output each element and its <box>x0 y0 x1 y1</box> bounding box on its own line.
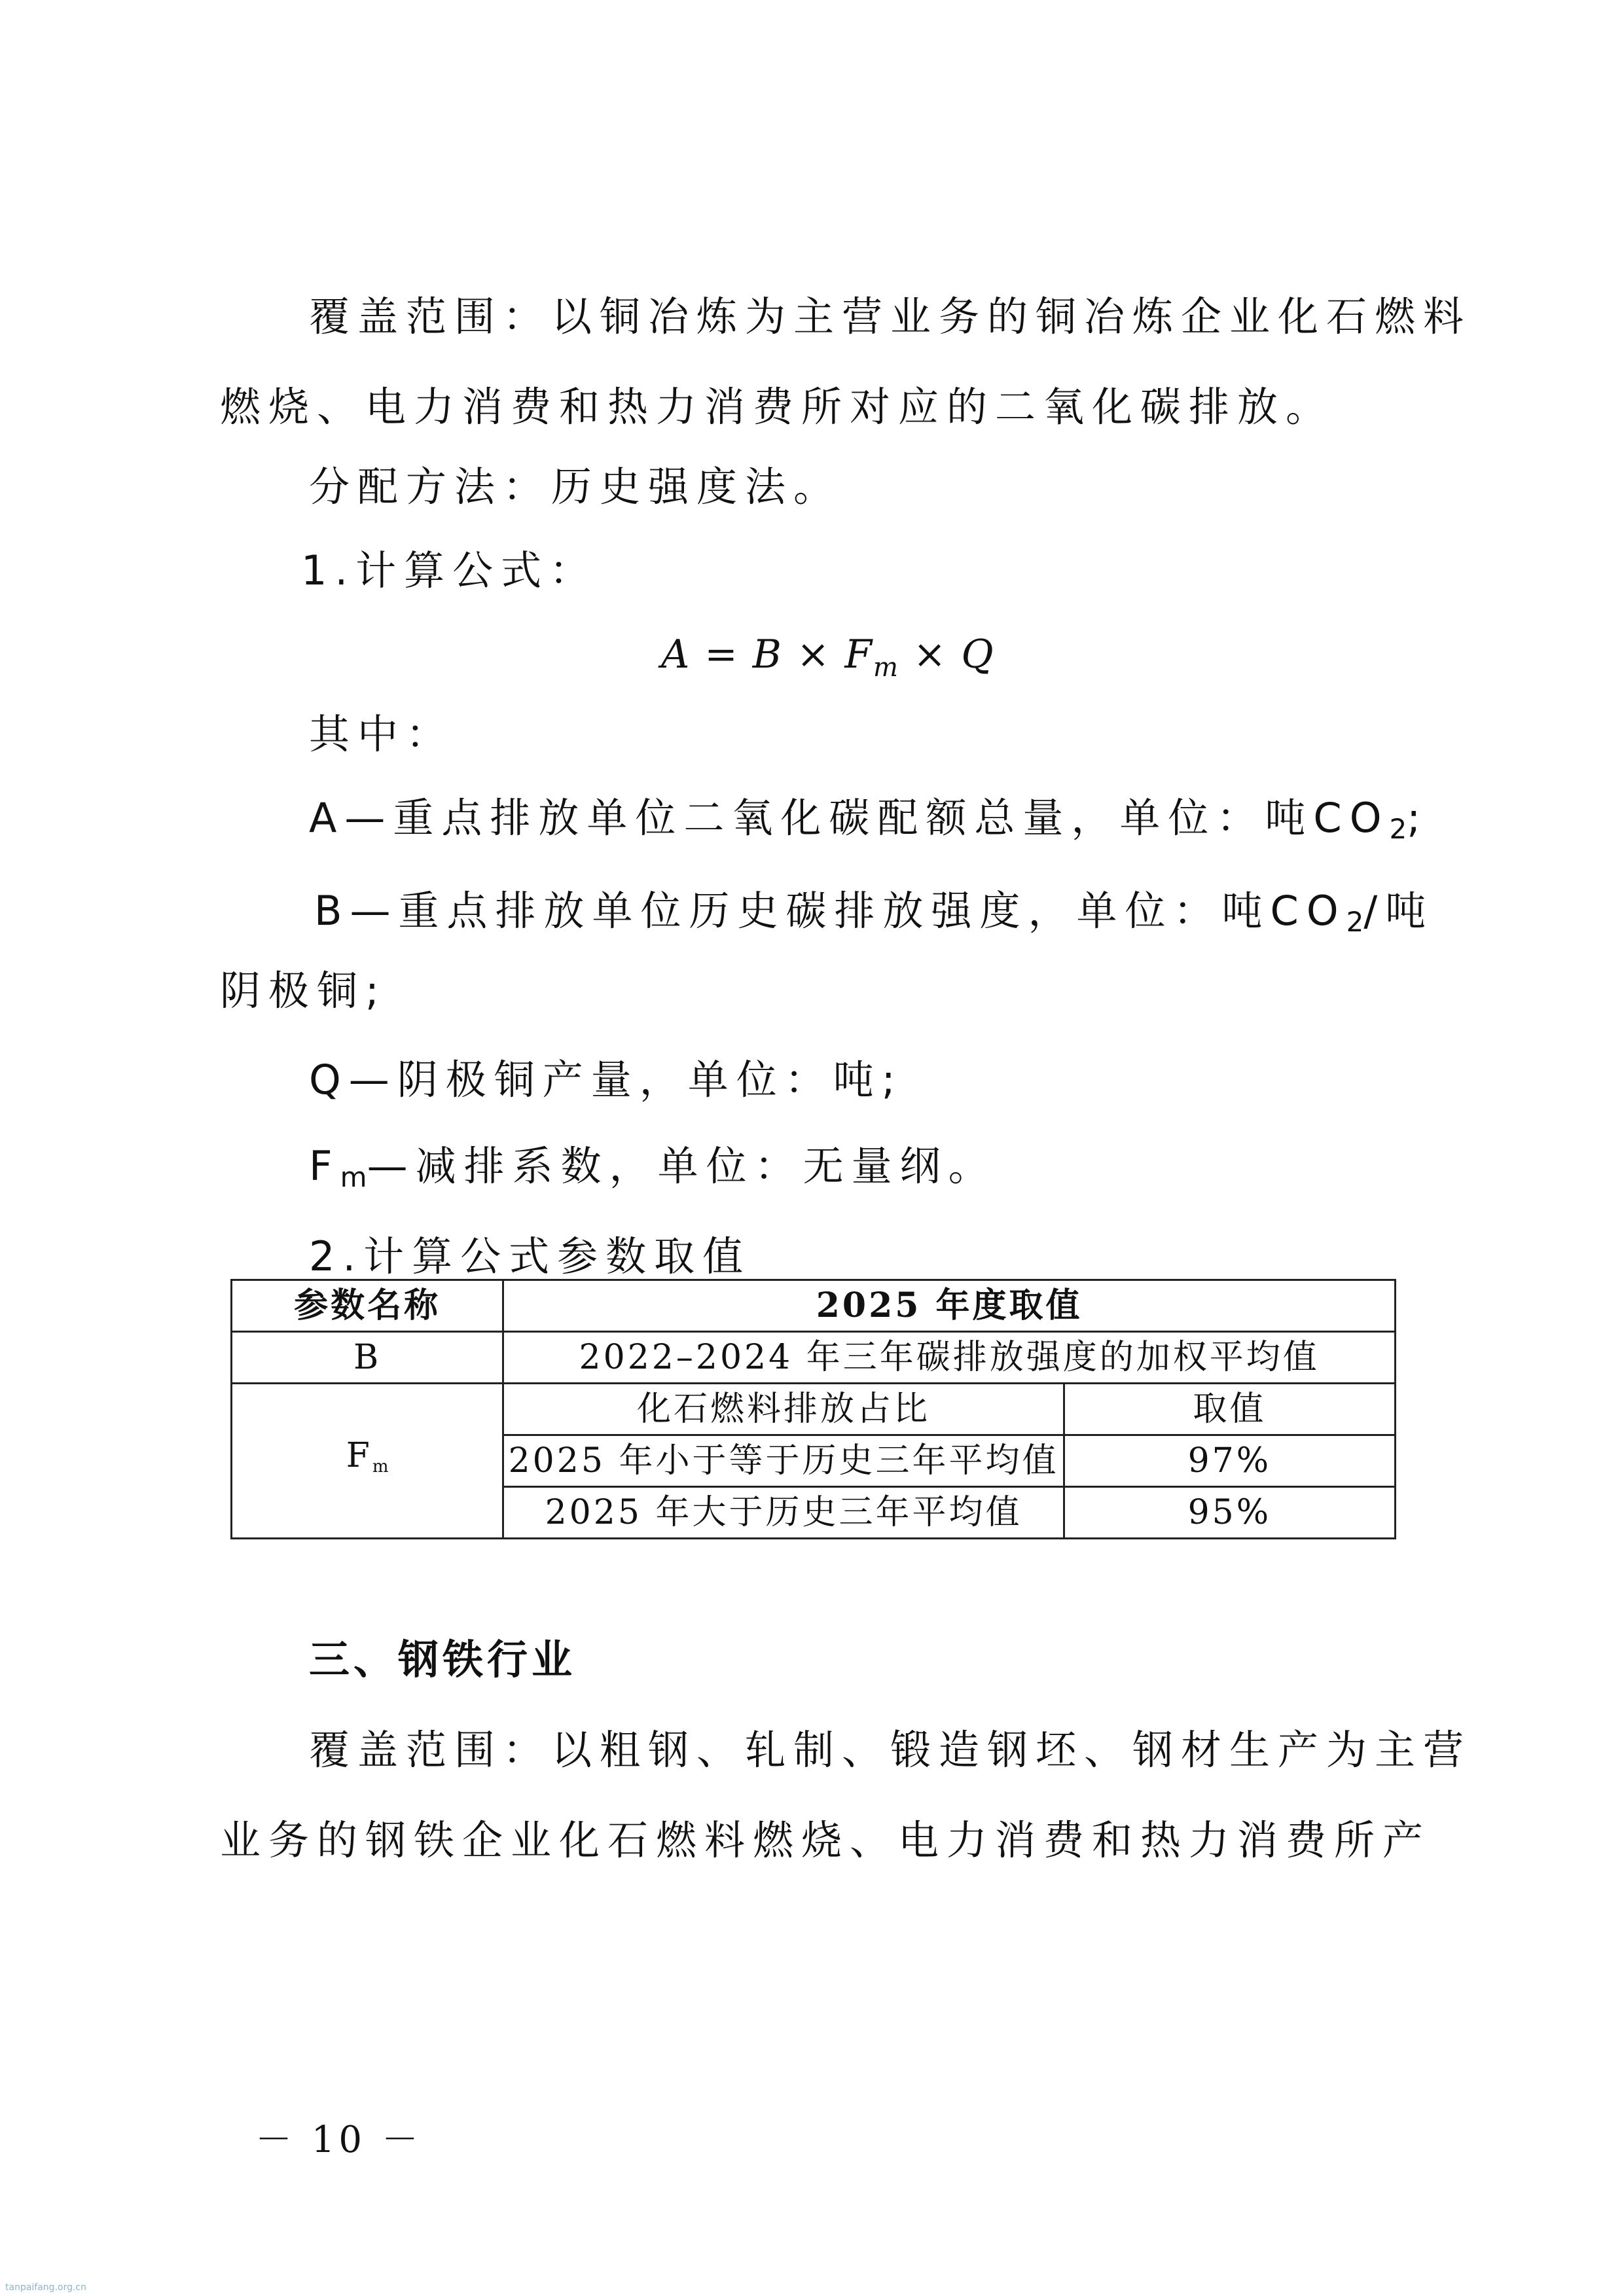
table-header-row <box>232 1280 1396 1332</box>
cell-fm-subheader-right: 取值 <box>1064 1384 1395 1435</box>
cell-fm-case1-value: 97% <box>1064 1435 1395 1487</box>
paragraph-allocation-method: 分配方法：历史强度法。 <box>309 463 842 511</box>
formula-times1: × <box>796 632 831 677</box>
watermark-text: tanpaifang.org.cn <box>5 2282 86 2293</box>
definition-q: Q—阴极铜产量，单位：吨; <box>309 1056 903 1103</box>
page-number: － 10 － <box>255 2119 422 2161</box>
cell-fm-subheader-left: 化石燃料排放占比 <box>503 1384 1064 1435</box>
formula-f: $F_m$ <box>844 632 899 683</box>
formula-times2: × <box>912 632 948 677</box>
paragraph-steel-line1: 覆盖范围：以粗钢、轧制、锻造钢坯、钢材生产为主营 <box>309 1726 1472 1774</box>
formula-eq: = <box>704 632 739 677</box>
definition-a: A—重点排放单位二氧化碳配额总量，单位：吨$CO_2$; <box>309 794 1429 845</box>
paragraph-coverage-line1: 覆盖范围：以铜冶炼为主营业务的铜冶炼企业化石燃料 <box>309 293 1472 340</box>
formula-b: B <box>752 632 783 677</box>
cell-fm-case2-value: 95% <box>1064 1487 1395 1539</box>
cell-fm-case1-condition: 2025 年小于等于历史三年平均值 <box>503 1435 1064 1487</box>
definition-fm: $F_m—$减排系数，单位：无量纲。 <box>309 1142 997 1193</box>
paragraph-coverage-line2: 燃烧、电力消费和热力消费所对应的二氧化碳排放。 <box>220 383 1335 431</box>
formula-q: Q <box>961 632 995 677</box>
where-label: 其中： <box>309 710 455 758</box>
definition-b-line2: 阴极铜; <box>220 967 387 1014</box>
paragraph-steel-line2: 业务的钢铁企业化石燃料燃烧、电力消费和热力消费所产 <box>220 1816 1432 1864</box>
formula <box>661 628 995 694</box>
heading-parameters: 2.计算公式参数取值 <box>309 1232 751 1280</box>
cell-b-value: 2022–2024 年三年碳排放强度的加权平均值 <box>503 1332 1396 1384</box>
header-2025-value: 2025 年度取值 <box>503 1280 1396 1332</box>
header-param-name: 参数名称 <box>232 1280 503 1332</box>
cell-fm-case2-condition: 2025 年大于历史三年平均值 <box>503 1487 1064 1539</box>
parameter-table <box>230 1279 1396 1539</box>
heading-formula: 1.计算公式： <box>301 547 598 594</box>
cell-fm-name: Fm <box>232 1384 503 1539</box>
cell-b-name: B <box>232 1332 503 1384</box>
section-heading-steel: 三、钢铁行业 <box>309 1636 577 1683</box>
formula-a: A <box>661 632 691 677</box>
table-row-fm-subheader <box>232 1384 1396 1435</box>
table-row-b <box>232 1332 1396 1384</box>
definition-b: B—重点排放单位历史碳排放强度，单位：吨$CO_2/$吨 <box>314 887 1434 938</box>
